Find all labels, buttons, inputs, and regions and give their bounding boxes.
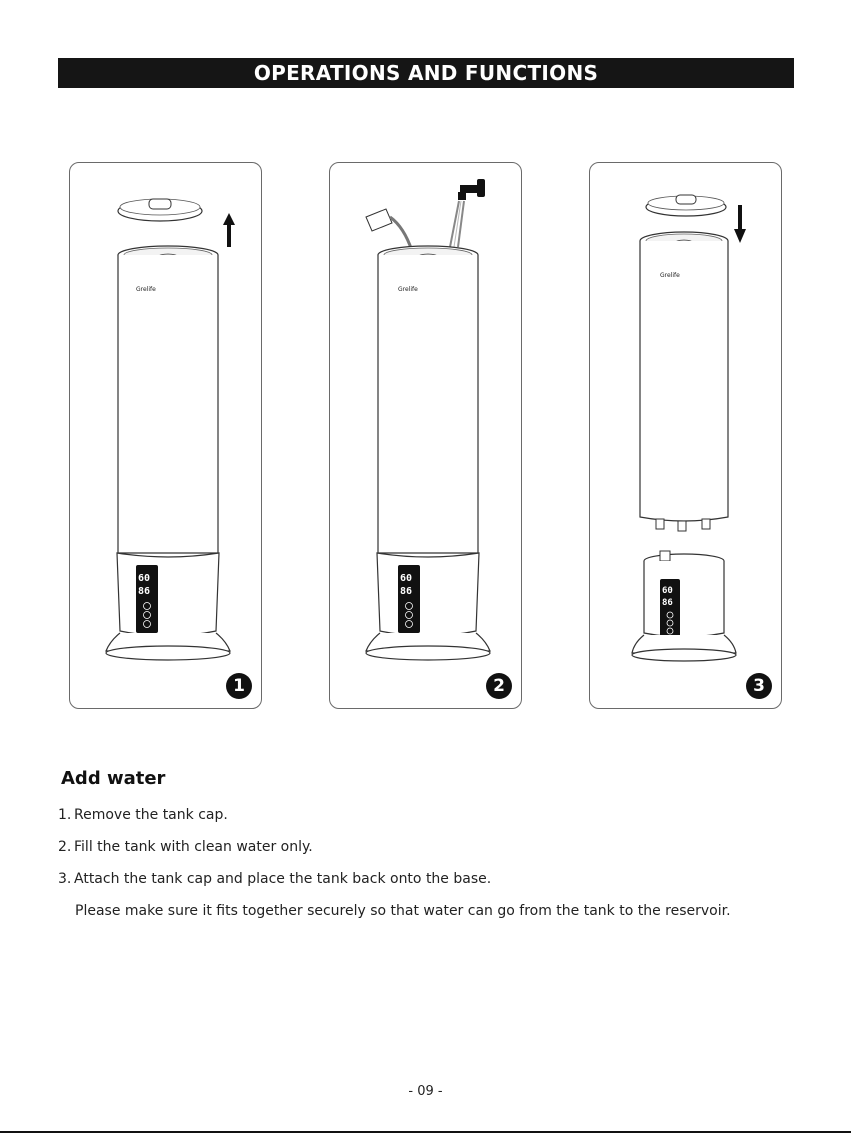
display-humidity: 60 (138, 573, 151, 584)
step-number: 3. (58, 871, 72, 887)
brand-label: Grelife (660, 272, 680, 279)
step-number: 2. (58, 839, 72, 855)
section-header: OPERATIONS AND FUNCTIONS (58, 58, 794, 88)
figure-step-2 (329, 162, 522, 709)
step-number-badge: 1 (226, 673, 252, 699)
step-text: Fill the tank with clean water only. (74, 839, 313, 855)
step-number-badge: 2 (486, 673, 512, 699)
instruction-step-1 (58, 807, 228, 823)
humidifier-illustration-2 (330, 163, 523, 710)
step-text: Attach the tank cap and place the tank back onto the base. (74, 871, 492, 887)
humidifier-illustration-3 (590, 163, 783, 710)
step-text: Remove the tank cap. (74, 807, 228, 823)
page-number: - 09 - (408, 1084, 443, 1099)
display-temperature: 86 (400, 586, 413, 597)
step-number: 1. (58, 807, 72, 823)
footer-rule (0, 1131, 851, 1133)
display-humidity: 60 (400, 573, 413, 584)
brand-label: Grelife (136, 286, 156, 293)
instruction-note: Please make sure it fits together securely so that water can go from the tank to the reservoir. (75, 903, 731, 919)
display-temperature: 86 (138, 586, 151, 597)
instruction-step-2 (58, 839, 313, 855)
brand-label: Grelife (398, 286, 418, 293)
display-temperature: 86 (662, 598, 673, 608)
figure-step-3 (589, 162, 782, 709)
step-number-badge: 3 (746, 673, 772, 699)
section-title: Add water (61, 768, 166, 789)
figure-step-1 (69, 162, 262, 709)
humidifier-illustration-1 (70, 163, 263, 710)
instruction-step-3 (58, 871, 491, 887)
display-humidity: 60 (662, 586, 673, 596)
